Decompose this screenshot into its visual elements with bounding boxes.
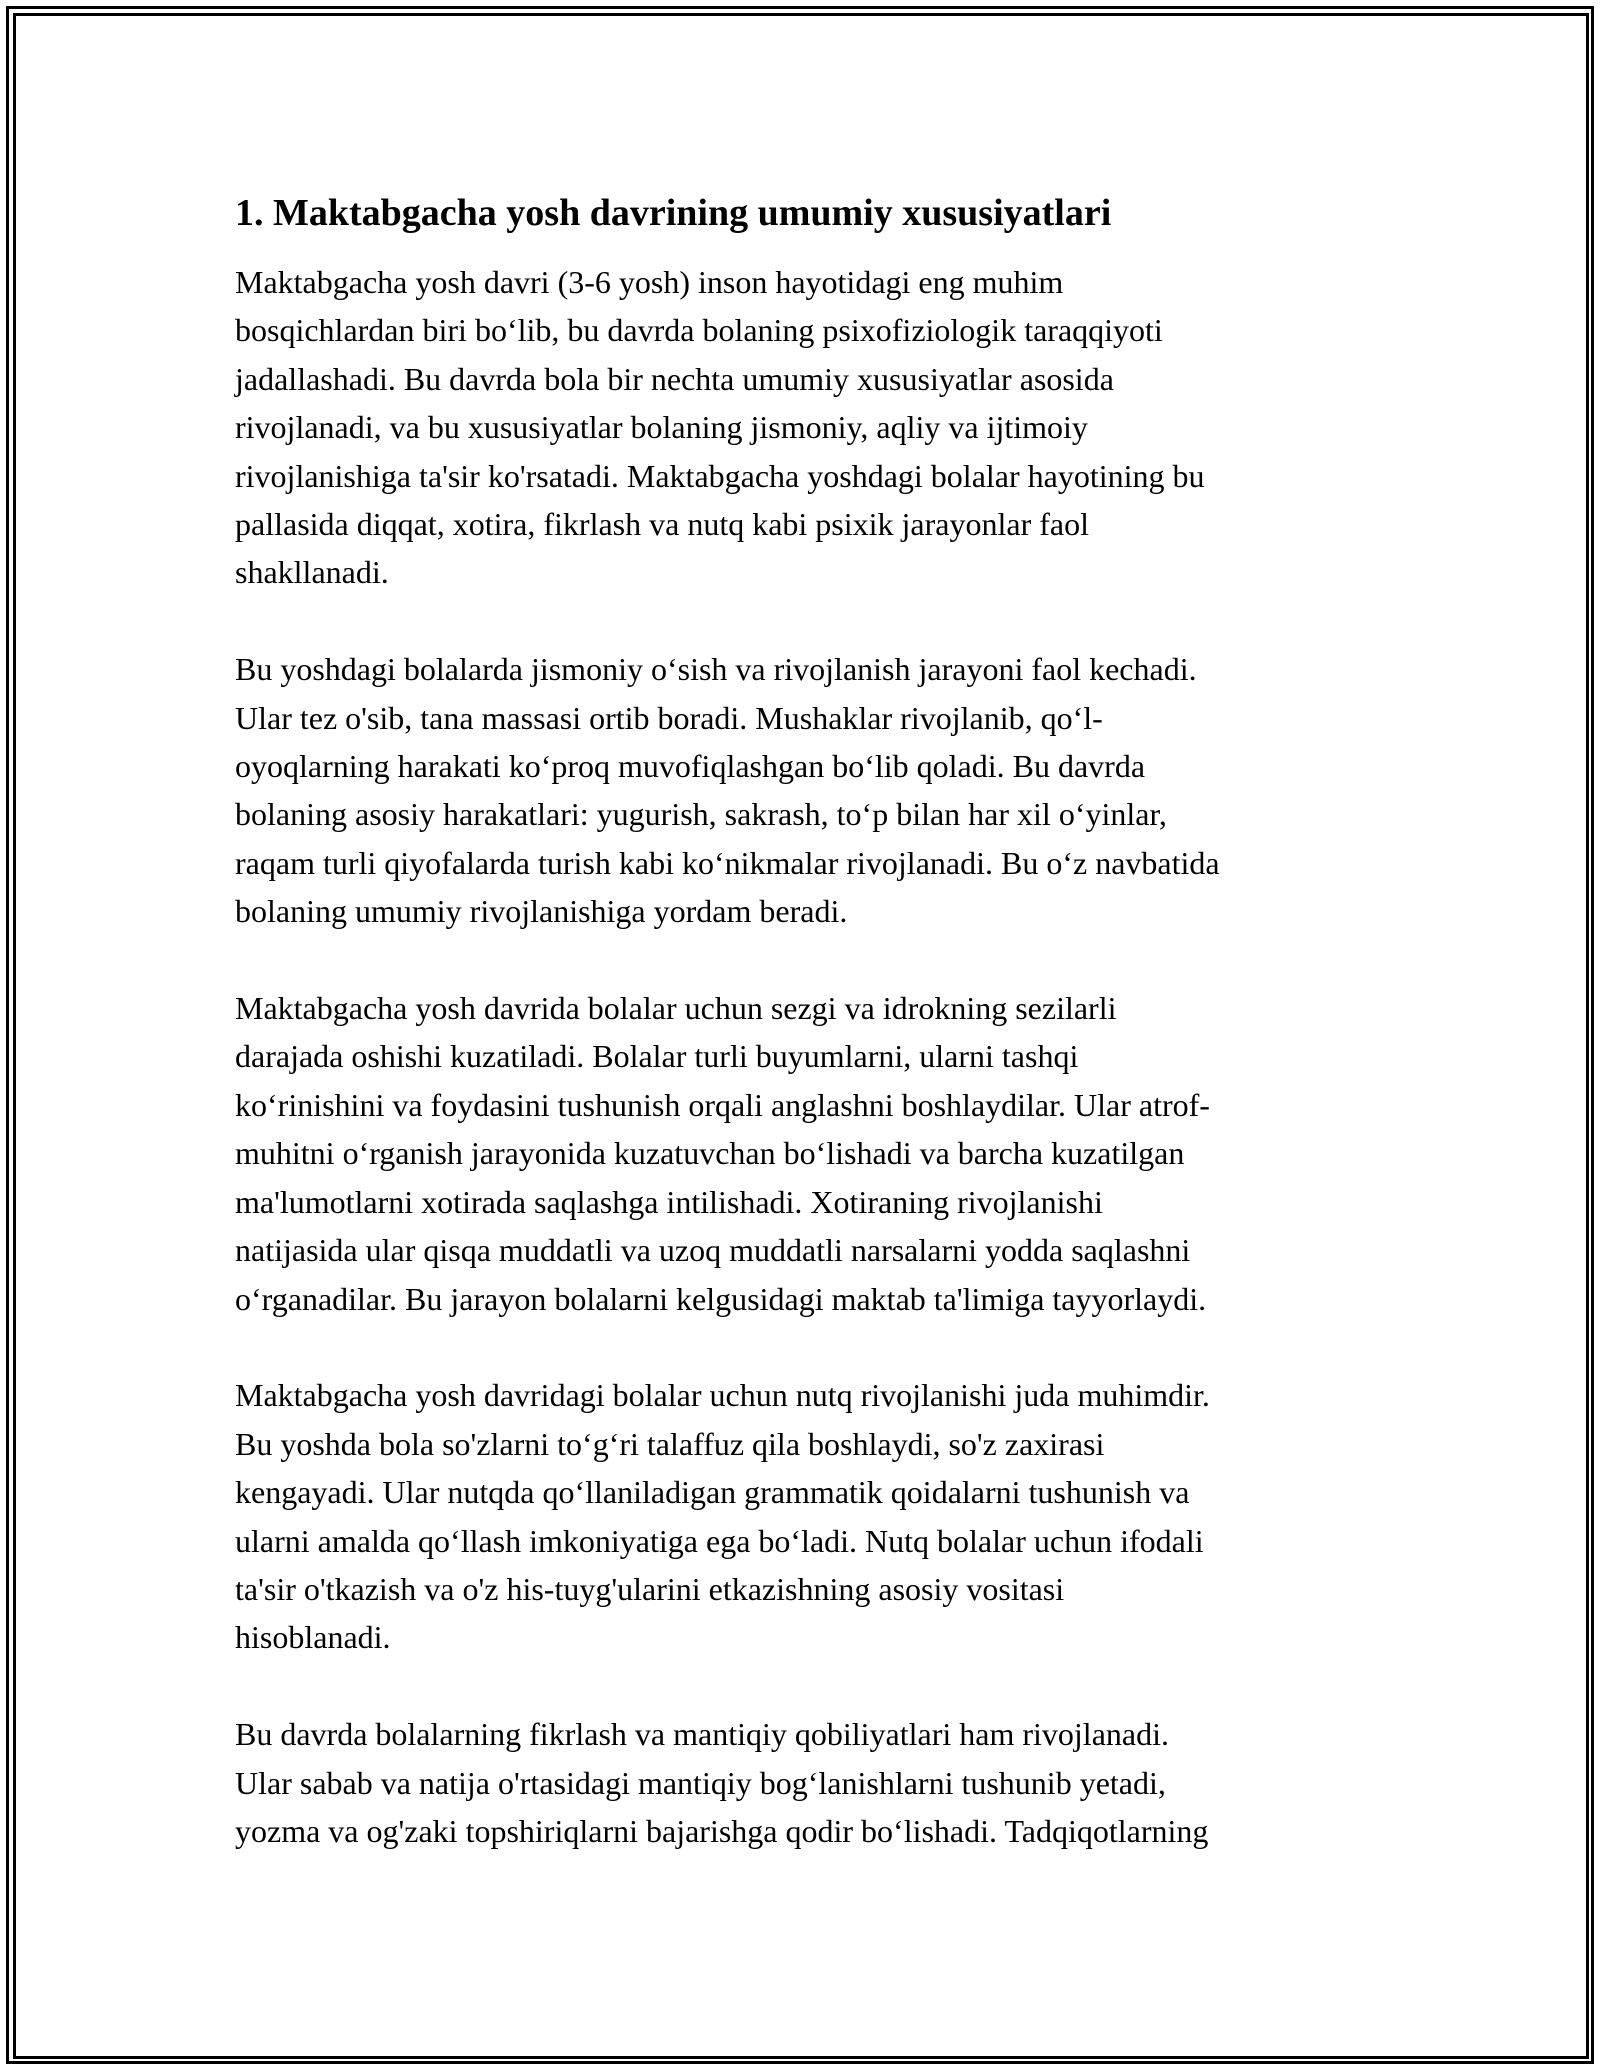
paragraph-4: Maktabgacha yosh davridagi bolalar uchun nutq rivojlanishi juda muhimdir. Bu yoshda bola so'zlarni to‘g‘ri talaffuz qila boshlaydi, so'z zaxirasi kengayadi. Ular nutqda qo‘llaniladigan grammatik qoidalarni tushunish va ularni amalda qo‘llash imkoniyatiga ega bo‘ladi. Nutq bolalar uchun ifodali ta'sir o'tkazish va o'z his-tuyg'ularini etkazishning asosiy vositasi hisoblanadi. xyxy=(235,1377,1210,1656)
section-heading: 1. Maktabgacha yosh davrining umumiy xususiyatlari xyxy=(235,192,1112,234)
paragraph-5: Bu davrda bolalarning fikrlash va mantiqiy qobiliyatlari ham rivojlanadi. Ular sabab va natija o'rtasidagi mantiqiy bog‘lanishlarni tushunib yetadi, yozma va og'zaki topshiriqlarni bajarishga qodir bo‘lishadi. Tadqiqotlarning xyxy=(235,1716,1209,1849)
paragraph-1: Maktabgacha yosh davri (3-6 yosh) inson hayotidagi eng muhim bosqichlardan biri bo‘lib, bu davrda bolaning psixofiziologik taraqqiyoti jadallashadi. Bu davrda bola bir nechta umumiy xususiyatlar asosida rivojlanadi, va bu xususiyatlar bolaning jismoniy, aqliy va ijtimoiy rivojlanishiga ta'sir ko'rsatadi. Maktabgacha yoshdagi bolalar hayotining bu pallasida diqqat, xotira, fikrlash va nutq kabi psixik jarayonlar faol shakllanadi. xyxy=(235,264,1205,591)
document-body xyxy=(235,188,1375,1904)
paragraph-3: Maktabgacha yosh davrida bolalar uchun sezgi va idrokning sezilarli darajada oshishi kuzatiladi. Bolalar turli buyumlarni, ularni tashqi ko‘rinishini va foydasini tushunish orqali anglashni boshlaydilar. Ular atrof- muhitni o‘rganish jarayonida kuzatuvchan bo‘lishadi va barcha kuzatilgan ma'lumotlarni xotirada saqlashga intilishadi. Xotiraning rivojlanishi natijasida ular qisqa muddatli va uzoq muddatli narsalarni yodda saqlashni o‘rganadilar. Bu jarayon bolalarni kelgusidagi maktab ta'limiga tayyorlaydi. xyxy=(235,990,1210,1317)
paragraph-2: Bu yoshdagi bolalarda jismoniy o‘sish va rivojlanish jarayoni faol kechadi. Ular tez o'sib, tana massasi ortib boradi. Mushaklar rivojlanib, qo‘l- oyoqlarning harakati ko‘proq muvofiqlashgan bo‘lib qoladi. Bu davrda bolaning asosiy harakatlari: yugurish, sakrash, to‘p bilan har xil o‘yinlar, raqam turli qiyofalarda turish kabi ko‘nikmalar rivojlanadi. Bu o‘z navbatida bolaning umumiy rivojlanishiga yordam beradi. xyxy=(235,651,1220,930)
